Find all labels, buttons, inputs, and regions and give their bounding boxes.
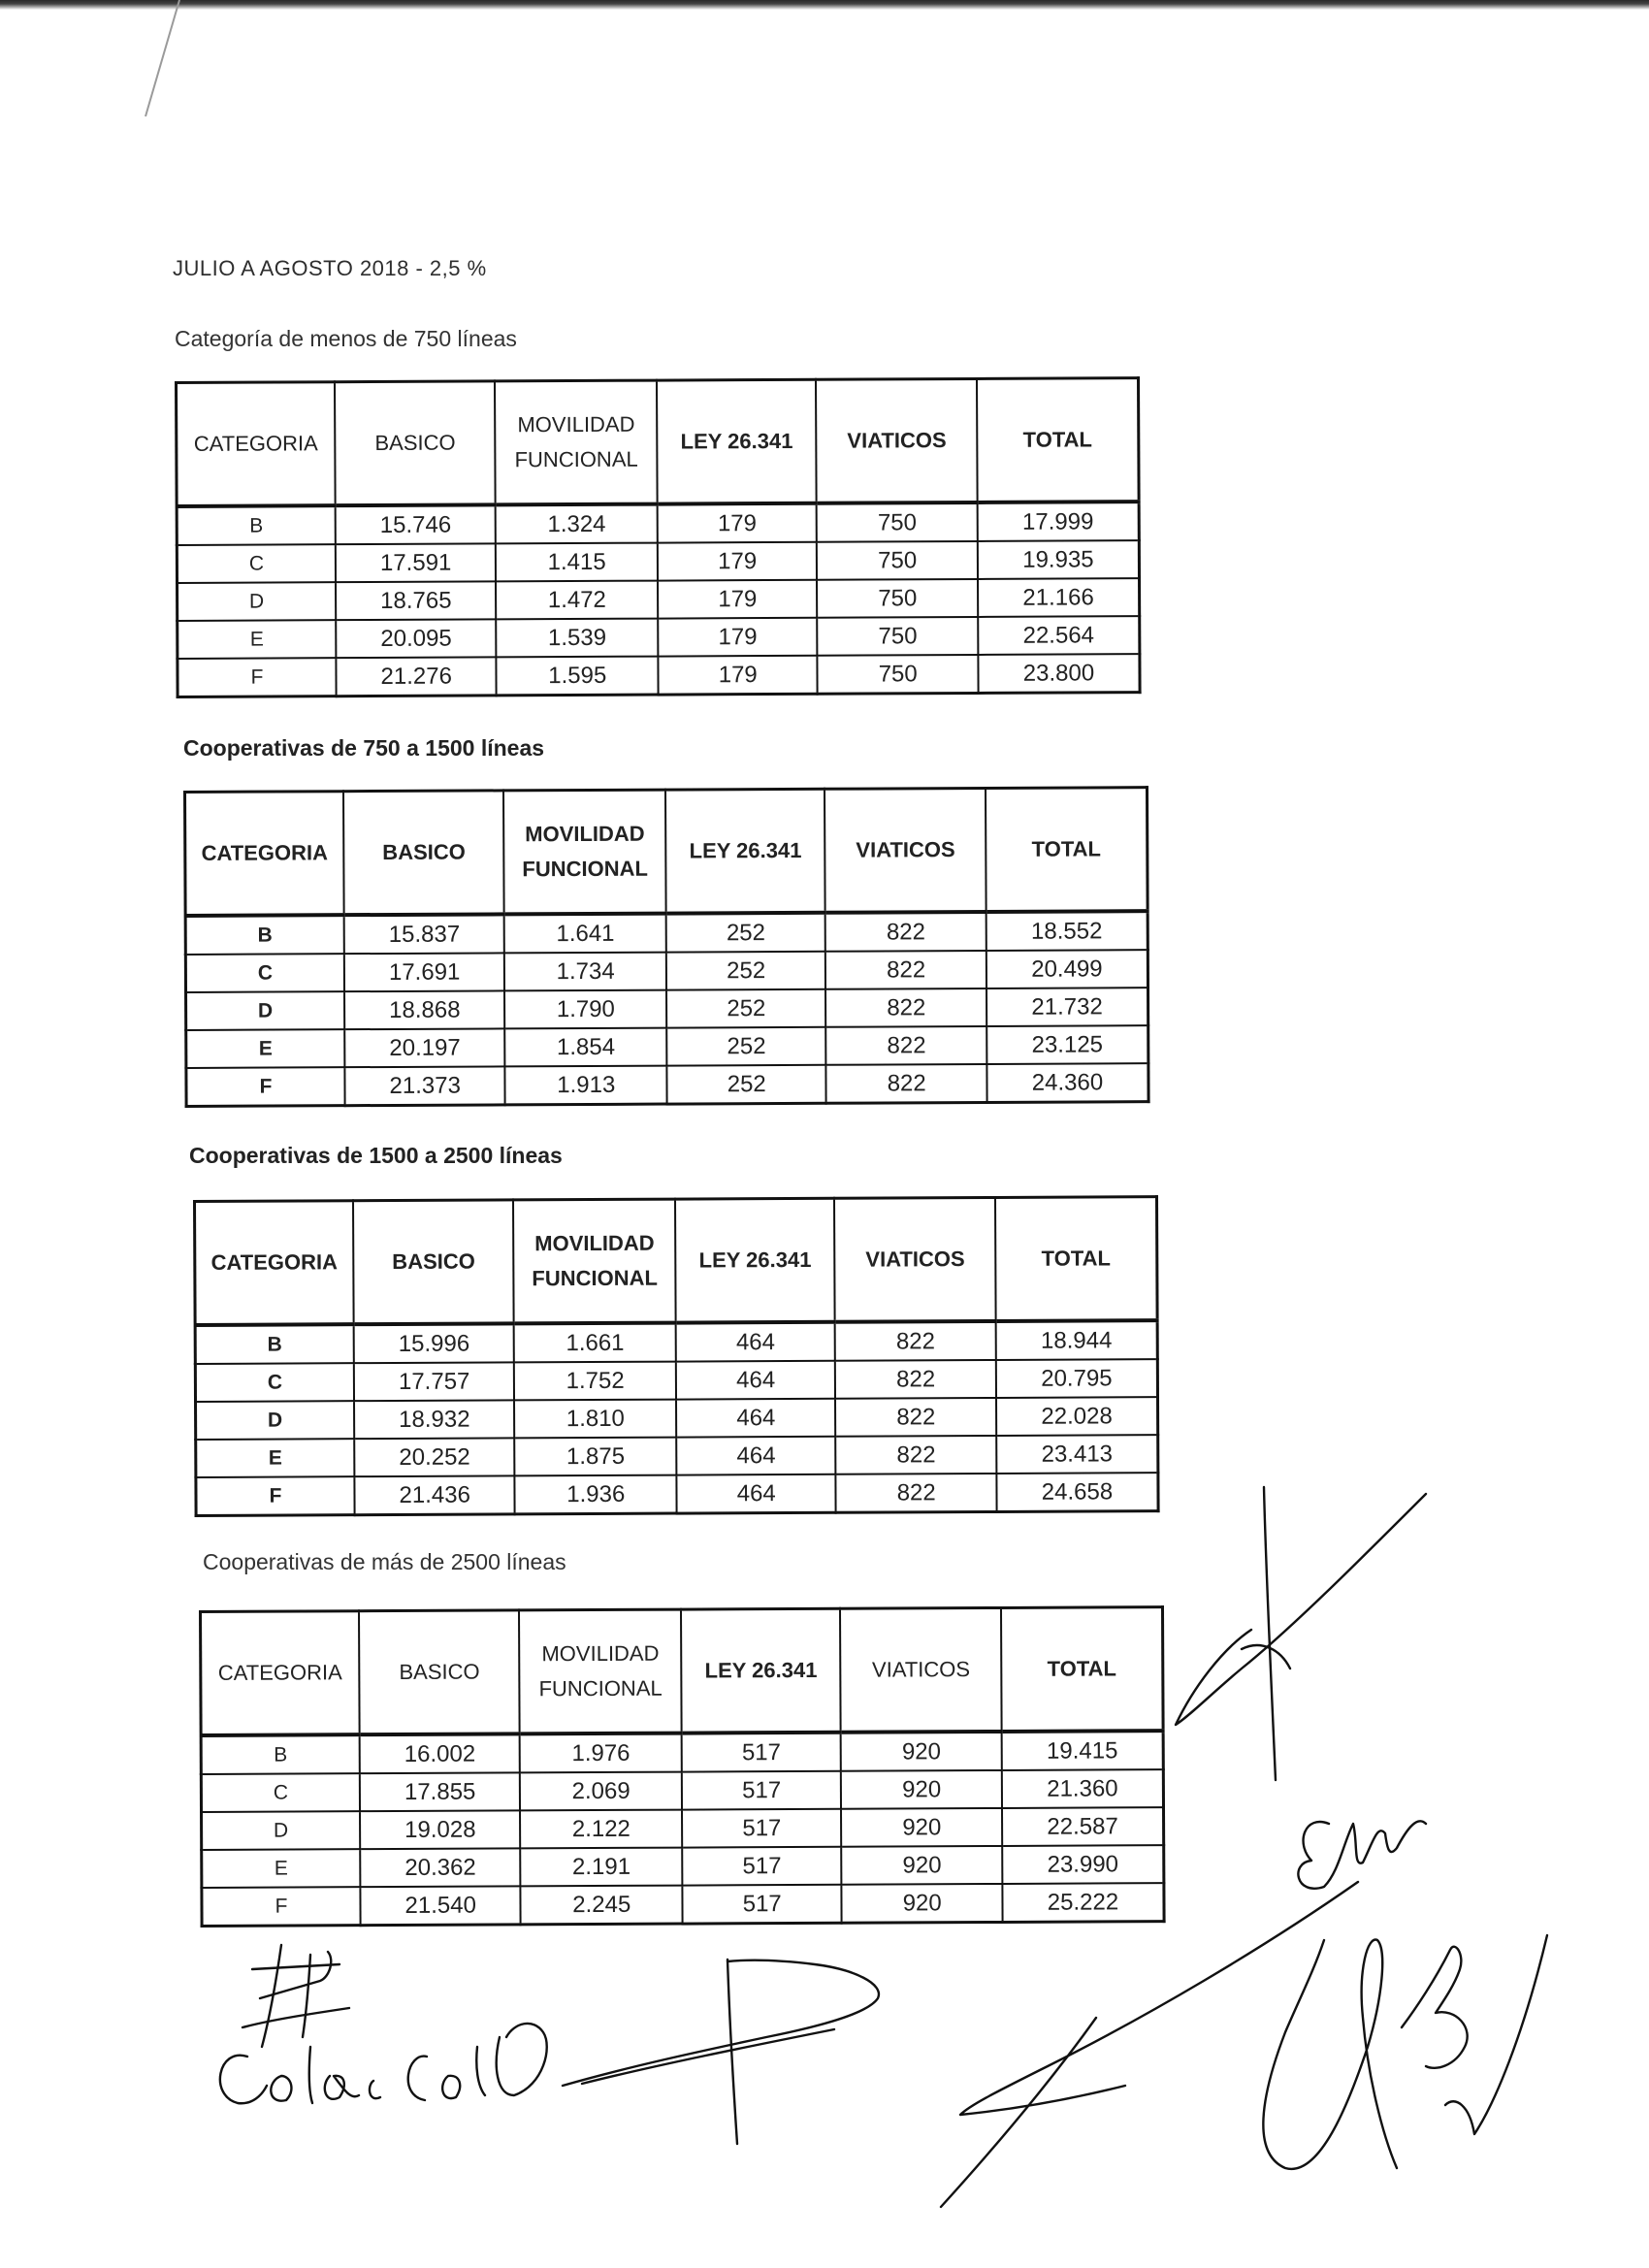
salary-table [183, 786, 1150, 1108]
cell-viaticos: 920 [841, 1808, 1002, 1847]
cell-movilidad: 1.913 [505, 1066, 667, 1105]
cell-movilidad: 1.539 [497, 619, 659, 658]
column-header: CATEGORIA [195, 1201, 354, 1325]
cell-viaticos: 822 [826, 1026, 987, 1065]
cell-basico: 15.996 [354, 1323, 515, 1363]
signature-right-middle [1298, 1821, 1426, 1888]
cell-movilidad: 1.734 [504, 953, 666, 991]
table-row [196, 1397, 1158, 1440]
cell-viaticos: 750 [817, 541, 978, 580]
cell-viaticos: 920 [842, 1846, 1003, 1885]
column-header: MOVILIDAD FUNCIONAL [495, 380, 657, 504]
cell-movilidad: 1.324 [496, 504, 658, 544]
table-row [186, 1063, 1148, 1106]
cell-basico: 15.837 [344, 914, 505, 954]
cell-basico: 21.436 [354, 1475, 515, 1514]
table-row [201, 1731, 1163, 1774]
table-row [202, 1807, 1164, 1850]
cell-viaticos: 750 [818, 655, 979, 694]
column-header: LEY 26.341 [665, 789, 825, 913]
cell-basico: 17.691 [344, 953, 505, 991]
table-row [178, 654, 1140, 697]
cell-ley: 179 [658, 542, 818, 581]
column-header: MOVILIDAD FUNCIONAL [513, 1199, 675, 1323]
cell-ley: 252 [666, 913, 826, 953]
cell-categoria: C [195, 1363, 354, 1402]
cell-ley: 252 [666, 1065, 826, 1104]
cell-total: 21.360 [1002, 1769, 1164, 1808]
cell-ley: 179 [658, 503, 818, 543]
table-row [196, 1435, 1158, 1477]
table-header-row [185, 788, 1148, 916]
cell-movilidad: 1.936 [515, 1475, 677, 1514]
cell-categoria: F [186, 1067, 345, 1106]
cell-total: 22.028 [996, 1397, 1158, 1436]
cell-viaticos: 822 [835, 1398, 996, 1437]
cell-basico: 20.095 [336, 619, 497, 658]
cell-ley: 179 [658, 656, 818, 695]
cell-categoria: B [195, 1324, 354, 1364]
cell-categoria: E [196, 1439, 355, 1477]
column-header: BASICO [335, 381, 496, 505]
cell-movilidad: 1.854 [505, 1028, 667, 1067]
table-row [186, 988, 1148, 1030]
table-header-row [177, 378, 1140, 506]
cell-ley: 179 [658, 580, 818, 619]
cell-movilidad: 1.415 [496, 543, 658, 582]
table-row [195, 1320, 1157, 1364]
cell-basico: 21.276 [336, 657, 497, 696]
table-row [185, 911, 1148, 955]
table-header-row [201, 1607, 1164, 1735]
column-header: CATEGORIA [201, 1611, 360, 1735]
column-header: TOTAL [995, 1197, 1157, 1321]
salary-table [175, 376, 1142, 698]
table-heading: Cooperativas de 1500 a 2500 líneas [189, 1143, 563, 1168]
cell-categoria: C [177, 544, 336, 583]
cell-movilidad: 1.875 [515, 1438, 677, 1476]
cell-ley: 517 [682, 1809, 842, 1848]
cell-categoria: D [196, 1401, 355, 1440]
cell-total: 18.944 [996, 1320, 1158, 1360]
cell-ley: 464 [676, 1437, 836, 1475]
salary-table [199, 1605, 1166, 1928]
cell-total: 21.166 [978, 578, 1140, 617]
cell-basico: 18.765 [336, 581, 497, 620]
cell-basico: 18.868 [344, 990, 505, 1029]
cell-total: 21.732 [986, 988, 1148, 1026]
cell-total: 22.587 [1002, 1807, 1164, 1846]
cell-ley: 464 [676, 1399, 836, 1438]
column-header: LEY 26.341 [675, 1198, 835, 1322]
column-header: TOTAL [1001, 1607, 1163, 1732]
column-header: VIATICOS [816, 378, 977, 502]
cell-ley: 464 [676, 1474, 836, 1513]
cell-basico: 17.757 [354, 1362, 515, 1401]
cell-movilidad: 1.641 [504, 914, 666, 954]
column-header: CATEGORIA [185, 792, 344, 916]
cell-basico: 18.932 [354, 1400, 515, 1439]
cell-viaticos: 822 [836, 1436, 997, 1474]
cell-viaticos: 822 [836, 1474, 997, 1512]
cell-viaticos: 920 [841, 1770, 1002, 1809]
cell-viaticos: 750 [817, 579, 978, 618]
cell-categoria: B [201, 1734, 360, 1774]
cell-basico: 20.252 [354, 1438, 515, 1476]
cell-total: 25.222 [1002, 1883, 1164, 1922]
column-header: CATEGORIA [177, 382, 336, 506]
cell-ley: 464 [676, 1361, 836, 1400]
table-row [177, 502, 1139, 545]
cell-movilidad: 1.976 [520, 1733, 682, 1773]
table-row [178, 616, 1140, 659]
table-row [195, 1359, 1157, 1402]
table-row [202, 1883, 1164, 1926]
column-header: BASICO [353, 1200, 514, 1324]
column-header: MOVILIDAD FUNCIONAL [503, 790, 665, 914]
cell-categoria: B [177, 505, 336, 545]
cell-total: 17.999 [978, 502, 1140, 541]
signature-bottom-left [220, 1945, 547, 2103]
column-header: LEY 26.341 [681, 1608, 841, 1733]
cell-movilidad: 1.595 [497, 657, 659, 696]
cell-movilidad: 2.069 [520, 1772, 682, 1811]
table-row [202, 1845, 1164, 1888]
cell-viaticos: 822 [825, 951, 986, 989]
cell-total: 18.552 [986, 911, 1148, 951]
cell-viaticos: 822 [835, 1321, 996, 1361]
cell-basico: 16.002 [360, 1733, 521, 1773]
cell-total: 23.800 [978, 654, 1140, 693]
cell-viaticos: 822 [825, 912, 986, 952]
cell-categoria: C [201, 1773, 360, 1812]
column-header: TOTAL [977, 378, 1139, 502]
table-header-row [195, 1197, 1158, 1325]
salary-table [193, 1195, 1160, 1517]
signature-bottom-center [563, 1960, 879, 2144]
table-row [185, 950, 1148, 992]
cell-ley: 517 [682, 1847, 842, 1886]
cell-viaticos: 920 [842, 1884, 1003, 1923]
table-heading: Cooperativas de 750 a 1500 líneas [183, 735, 545, 761]
cell-movilidad: 1.661 [514, 1323, 676, 1363]
table-row [186, 1025, 1148, 1068]
cell-basico: 21.540 [360, 1886, 521, 1925]
cell-basico: 15.746 [336, 504, 497, 544]
cell-viaticos: 750 [817, 502, 978, 542]
cell-movilidad: 2.245 [521, 1886, 683, 1925]
cell-basico: 17.591 [336, 543, 497, 582]
cell-basico: 19.028 [360, 1810, 521, 1849]
cell-total: 24.360 [986, 1063, 1148, 1102]
column-header: MOVILIDAD FUNCIONAL [519, 1609, 681, 1733]
cell-categoria: B [185, 915, 344, 955]
cell-total: 22.564 [978, 616, 1140, 655]
cell-movilidad: 2.191 [521, 1848, 683, 1887]
cell-total: 24.658 [996, 1473, 1158, 1511]
cell-total: 20.499 [986, 950, 1148, 988]
column-header: VIATICOS [824, 788, 986, 912]
cell-movilidad: 1.752 [514, 1362, 676, 1401]
table-row [196, 1473, 1158, 1515]
column-header: BASICO [359, 1610, 520, 1734]
table-row [177, 540, 1139, 583]
cell-viaticos: 822 [825, 988, 986, 1027]
cell-total: 23.413 [996, 1435, 1158, 1474]
cell-ley: 179 [658, 618, 818, 657]
cell-ley: 464 [676, 1322, 836, 1362]
column-header: BASICO [343, 791, 504, 915]
cell-total: 20.795 [996, 1359, 1158, 1398]
cell-viaticos: 822 [835, 1360, 996, 1399]
column-header: TOTAL [986, 788, 1148, 912]
table-row [201, 1769, 1163, 1812]
cell-total: 19.935 [978, 540, 1140, 579]
cell-categoria: F [178, 658, 337, 697]
cell-basico: 21.373 [344, 1066, 505, 1105]
cell-ley: 517 [682, 1733, 842, 1772]
column-header: VIATICOS [840, 1607, 1001, 1732]
cell-viaticos: 750 [818, 617, 979, 656]
column-header: LEY 26.341 [657, 379, 817, 503]
cell-viaticos: 822 [826, 1064, 987, 1103]
column-header: VIATICOS [834, 1197, 995, 1321]
cell-categoria: E [186, 1029, 345, 1068]
cell-categoria: D [202, 1811, 361, 1850]
cell-categoria: F [202, 1887, 361, 1926]
cell-basico: 17.855 [360, 1772, 521, 1811]
cell-categoria: E [178, 620, 337, 659]
table-row [178, 578, 1140, 621]
cell-movilidad: 1.810 [514, 1400, 676, 1439]
cell-movilidad: 2.122 [520, 1810, 682, 1849]
cell-categoria: D [186, 991, 345, 1030]
cell-ley: 517 [682, 1771, 842, 1810]
signature-bottom-right [941, 1882, 1547, 2207]
table-heading: Cooperativas de más de 2500 líneas [203, 1549, 566, 1574]
signature-right-top [1176, 1487, 1426, 1780]
period-title: JULIO A AGOSTO 2018 - 2,5 % [173, 256, 487, 280]
cell-categoria: C [185, 954, 344, 992]
cell-ley: 252 [666, 1027, 826, 1066]
cell-total: 23.990 [1002, 1845, 1164, 1884]
cell-movilidad: 1.790 [504, 990, 666, 1029]
cell-basico: 20.197 [344, 1028, 505, 1067]
scan-top-edge [0, 0, 1649, 10]
table-heading: Categoría de menos de 750 líneas [175, 326, 517, 351]
cell-categoria: F [196, 1476, 355, 1515]
cell-viaticos: 920 [841, 1732, 1002, 1771]
cell-ley: 252 [666, 952, 826, 990]
cell-ley: 517 [682, 1885, 842, 1924]
cell-movilidad: 1.472 [496, 581, 658, 620]
cell-total: 19.415 [1002, 1731, 1164, 1770]
cell-ley: 252 [666, 989, 826, 1028]
cell-basico: 20.362 [360, 1848, 521, 1887]
cell-categoria: E [202, 1849, 361, 1888]
cell-total: 23.125 [986, 1025, 1148, 1064]
cell-categoria: D [178, 582, 337, 621]
